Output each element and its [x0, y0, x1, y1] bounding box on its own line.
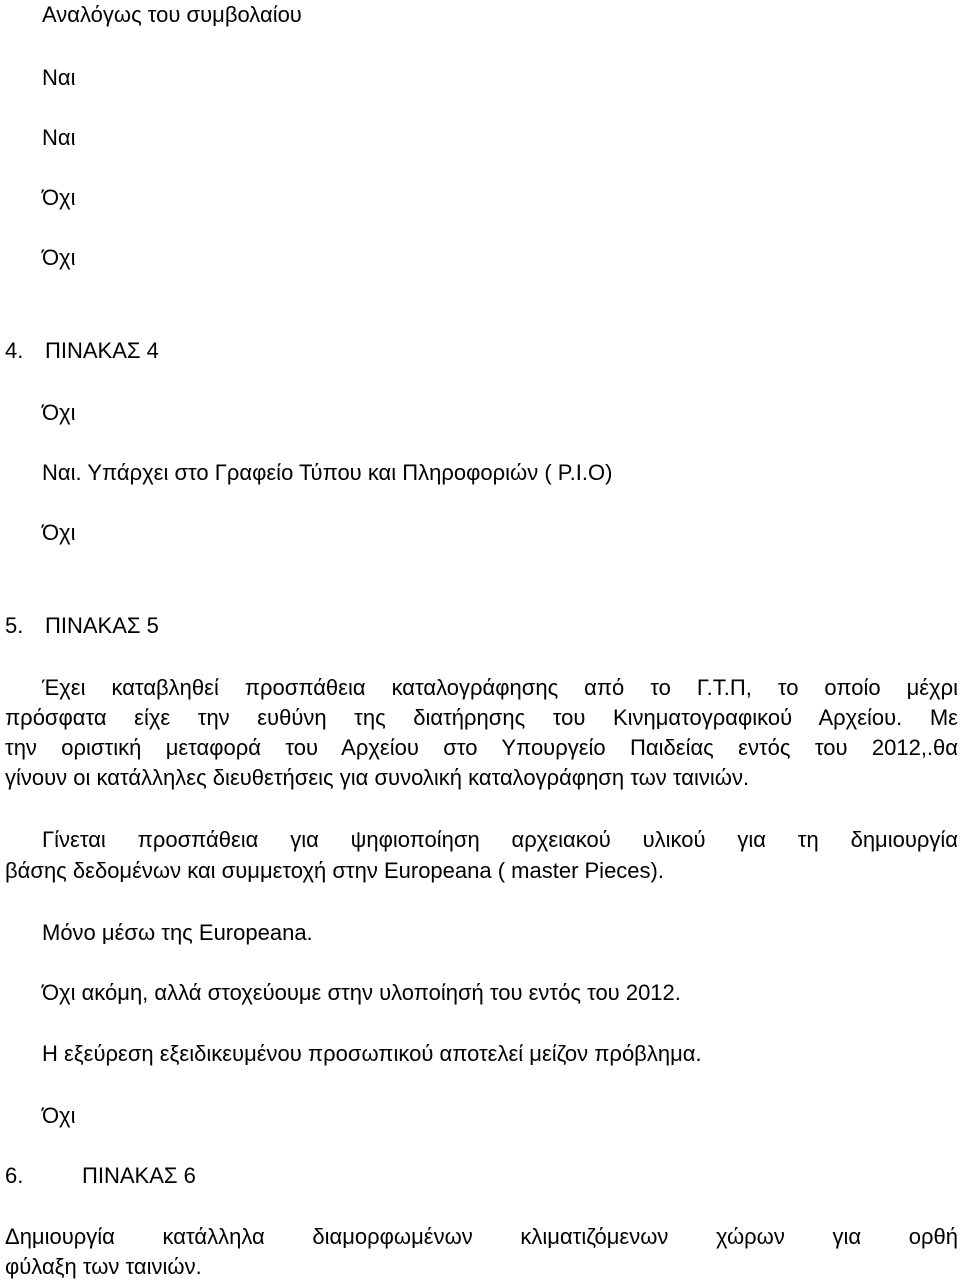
answer-text: Η εξεύρεση εξειδικευμένου προσωπικού αποτελεί μείζον πρόβλημα.: [42, 1041, 702, 1066]
section-title: ΠΙΝΑΚΑΣ 5: [45, 613, 159, 638]
answer-text: Ναι: [42, 125, 76, 150]
section-number: 4.: [5, 338, 24, 363]
paragraph-line: Δημιουργία κατάλληλα διαμορφωμένων κλιματιζόμενων χώρων για ορθή: [5, 1224, 958, 1249]
answer-text: Ναι: [42, 65, 76, 90]
answer-text: Όχι: [42, 185, 76, 210]
answer-text: Όχι: [42, 1103, 76, 1128]
answer-text: Όχι: [42, 400, 76, 425]
section-number: 6.: [5, 1163, 24, 1188]
paragraph-line: Γίνεται προσπάθεια για ψηφιοποίηση αρχειακού υλικού για τη δημιουργία: [42, 827, 958, 852]
contract-note: Αναλόγως του συμβολαίου: [42, 2, 302, 27]
paragraph-line: την οριστική μεταφορά του Αρχείου στο Υπουργείο Παιδείας εντός του 2012,.θα: [5, 735, 958, 760]
answer-text: Μόνο μέσω της Europeana.: [42, 920, 313, 945]
paragraph-line: γίνουν οι κατάλληλες διευθετήσεις για συνολική καταλογράφηση των ταινιών.: [5, 765, 750, 790]
paragraph-line: φύλαξη των ταινιών.: [5, 1254, 202, 1279]
paragraph-line: πρόσφατα είχε την ευθύνη της διατήρησης του Κινηματογραφικού Αρχείου. Με: [5, 705, 958, 730]
section-number: 5.: [5, 613, 24, 638]
answer-text: Ναι. Υπάρχει στο Γραφείο Τύπου και Πληροφοριών ( Ρ.Ι.Ο): [42, 460, 613, 485]
section-title: ΠΙΝΑΚΑΣ 6: [82, 1163, 196, 1188]
section-title: ΠΙΝΑΚΑΣ 4: [45, 338, 159, 363]
answer-text: Όχι ακόμη, αλλά στοχεύουμε στην υλοποίησή του εντός του 2012.: [42, 980, 681, 1005]
paragraph-line: Έχει καταβληθεί προσπάθεια καταλογράφησης από το Γ.Τ.Π, το οποίο μέχρι: [42, 675, 958, 700]
answer-text: Όχι: [42, 245, 76, 270]
answer-text: Όχι: [42, 520, 76, 545]
paragraph-line: βάσης δεδομένων και συμμετοχή στην Europeana ( master Pieces).: [5, 858, 664, 883]
